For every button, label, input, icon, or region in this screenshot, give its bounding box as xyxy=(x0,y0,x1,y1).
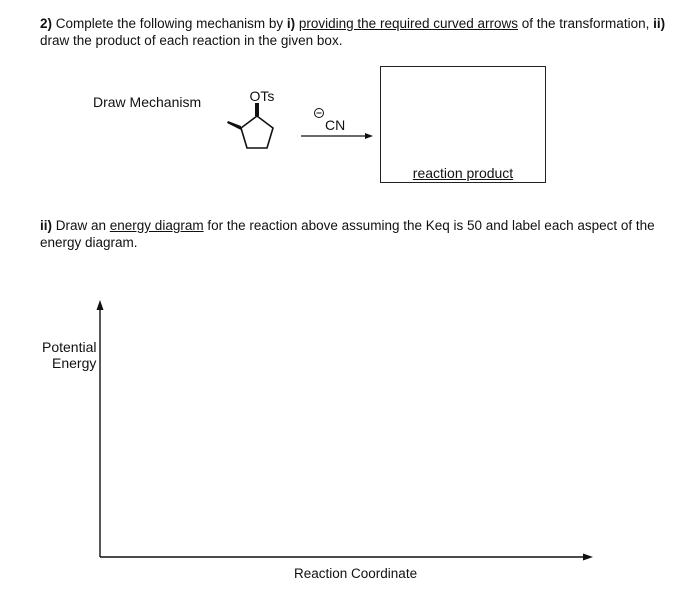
part-ii-line-1 xyxy=(40,218,655,233)
energy-diagram-axes[interactable] xyxy=(90,300,600,562)
ots-wedge-bond xyxy=(255,103,259,116)
reaction-arrow-head xyxy=(365,133,373,139)
question-middle: of the transformation, xyxy=(518,16,654,31)
cyclopentane-ring xyxy=(241,116,273,148)
product-answer-box[interactable] xyxy=(380,66,546,183)
y-axis-label-line-1: Potential xyxy=(42,339,97,355)
y-axis-arrow-head xyxy=(97,300,104,310)
x-axis-arrow-head xyxy=(583,554,593,561)
part-ii-label: ii) xyxy=(40,218,52,233)
question-number: 2) xyxy=(40,16,53,31)
leaving-group-label: OTs xyxy=(249,88,275,104)
part-ii-marker: ii) xyxy=(653,16,666,31)
product-box-caption: reaction product xyxy=(412,165,514,181)
methyl-wedge-bond xyxy=(227,121,241,130)
reagent-label: CN xyxy=(325,117,346,133)
part-i-instruction: providing the required curved arrows xyxy=(298,16,519,31)
part-ii-text-a: Draw an xyxy=(52,218,110,233)
energy-diagram-term: energy diagram xyxy=(109,218,204,233)
draw-mechanism-label: Draw Mechanism xyxy=(93,94,202,110)
part-ii-line-2: energy diagram. xyxy=(40,235,138,250)
part-i-marker: i) xyxy=(286,16,296,31)
question-intro: Complete the following mechanism by xyxy=(52,16,287,31)
x-axis-label: Reaction Coordinate xyxy=(294,566,418,581)
part-ii-text-b: for the reaction above assuming the Keq is 50 and label each aspect of the xyxy=(203,218,655,233)
reaction-scheme xyxy=(225,82,375,162)
y-axis-label-line-2: Energy xyxy=(52,355,97,371)
question-2-line-2: draw the product of each reaction in the given box. xyxy=(40,33,343,48)
question-2-line-1 xyxy=(40,16,665,31)
